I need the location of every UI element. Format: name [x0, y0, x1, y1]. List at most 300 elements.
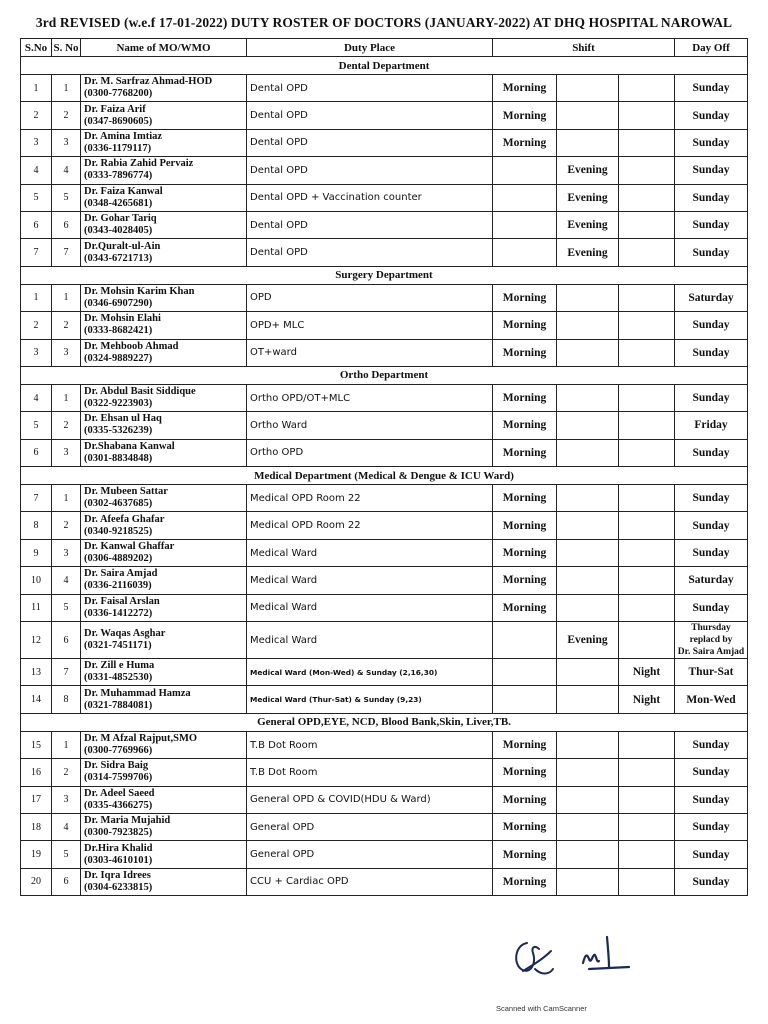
- day-off-line-1: Thursday replacd by: [689, 623, 733, 646]
- section-serial-number: 2: [52, 512, 81, 539]
- doctor-phone: (0321-7884081): [84, 699, 153, 711]
- doctor-phone: (0335-4366275): [84, 799, 153, 811]
- section-serial-number: 1: [52, 384, 81, 411]
- doctor-name: Dr. Mehboob Ahmad: [84, 340, 179, 352]
- duty-roster-table: [20, 38, 748, 896]
- department-title: General OPD,EYE, NCD, Blood Bank,Skin, Liver,TB.: [21, 713, 748, 731]
- shift-morning: Morning: [493, 312, 557, 339]
- shift-night: [619, 539, 675, 566]
- table-row: [21, 184, 748, 211]
- doctor-cell: [81, 786, 247, 813]
- doctor-cell: [81, 211, 247, 238]
- section-serial-number: 2: [52, 312, 81, 339]
- table-row: [21, 339, 748, 366]
- department-title: Ortho Department: [21, 366, 748, 384]
- header-sub-no: S. No: [52, 39, 81, 57]
- shift-night: [619, 759, 675, 786]
- shift-morning: Morning: [493, 786, 557, 813]
- shift-night: [619, 412, 675, 439]
- shift-evening: [557, 412, 619, 439]
- doctor-cell: [81, 339, 247, 366]
- roster-body: [21, 57, 748, 896]
- section-serial-number: 3: [52, 539, 81, 566]
- table-row: [21, 731, 748, 758]
- section-serial-number: 3: [52, 339, 81, 366]
- header-shift: Shift: [493, 39, 675, 57]
- day-off: Sunday: [675, 439, 748, 466]
- shift-evening: Evening: [557, 239, 619, 266]
- shift-night: [619, 841, 675, 868]
- doctor-cell: [81, 539, 247, 566]
- table-row: [21, 539, 748, 566]
- doctor-cell: [81, 485, 247, 512]
- shift-night: [619, 184, 675, 211]
- doctor-name: Dr. Waqas Asghar: [84, 628, 166, 640]
- department-header-row: [21, 366, 748, 384]
- shift-morning: [493, 686, 557, 713]
- day-off: Sunday: [675, 813, 748, 840]
- shift-night: [619, 75, 675, 102]
- shift-evening: [557, 129, 619, 156]
- serial-number: 13: [21, 659, 52, 686]
- document-title: 3rd REVISED (w.e.f 17-01-2022) DUTY ROSTER OF DOCTORS (JANUARY-2022) AT DHQ HOSPITAL NAROWAL: [35, 15, 733, 30]
- table-row: [21, 384, 748, 411]
- section-serial-number: 6: [52, 622, 81, 659]
- duty-place: Medical Ward (Mon-Wed) & Sunday (2,16,30): [247, 659, 493, 686]
- serial-number: 8: [21, 512, 52, 539]
- doctor-phone: (0300-7923825): [84, 827, 153, 839]
- duty-place: Dental OPD + Vaccination counter: [247, 184, 493, 211]
- doctor-cell: [81, 102, 247, 129]
- section-serial-number: 7: [52, 659, 81, 686]
- shift-morning: Morning: [493, 731, 557, 758]
- doctor-phone: (0348-4265681): [84, 197, 153, 209]
- serial-number: 19: [21, 841, 52, 868]
- duty-place: Medical OPD Room 22: [247, 512, 493, 539]
- doctor-phone: (0346-6907290): [84, 297, 153, 309]
- department-header-row: [21, 57, 748, 75]
- serial-number: 14: [21, 686, 52, 713]
- doctor-phone: (0322-9223903): [84, 398, 153, 410]
- duty-place: CCU + Cardiac OPD: [247, 868, 493, 895]
- shift-evening: Evening: [557, 211, 619, 238]
- shift-morning: Morning: [493, 813, 557, 840]
- header-day-off: Day Off: [675, 39, 748, 57]
- table-row: [21, 439, 748, 466]
- duty-place: Dental OPD: [247, 129, 493, 156]
- day-off: Sunday: [675, 759, 748, 786]
- shift-night: [619, 339, 675, 366]
- doctor-name: Dr. Kanwal Ghaffar: [84, 541, 175, 553]
- doctor-phone: (0336-1412272): [84, 607, 153, 619]
- shift-morning: Morning: [493, 284, 557, 311]
- table-row: [21, 622, 748, 659]
- shift-morning: Morning: [493, 412, 557, 439]
- doctor-name: Dr. Adeel Saeed: [84, 787, 155, 799]
- doctor-cell: [81, 184, 247, 211]
- shift-night: [619, 239, 675, 266]
- day-off-line-2: Dr. Saira Amjad: [677, 647, 745, 658]
- table-row: [21, 594, 748, 621]
- shift-evening: [557, 786, 619, 813]
- section-serial-number: 1: [52, 731, 81, 758]
- serial-number: 18: [21, 813, 52, 840]
- doctor-name: Dr.Quralt-ul-Ain: [84, 240, 161, 252]
- table-row: [21, 567, 748, 594]
- shift-morning: [493, 239, 557, 266]
- table-row: [21, 485, 748, 512]
- section-serial-number: 2: [52, 412, 81, 439]
- shift-night: [619, 786, 675, 813]
- shift-evening: Evening: [557, 622, 619, 659]
- serial-number: 4: [21, 157, 52, 184]
- doctor-phone: (0336-1179117): [84, 142, 152, 154]
- doctor-phone: (0300-7768200): [84, 88, 153, 100]
- shift-evening: [557, 594, 619, 621]
- duty-place: Medical Ward: [247, 622, 493, 659]
- shift-night: [619, 731, 675, 758]
- section-serial-number: 3: [52, 439, 81, 466]
- signature-area: [505, 925, 665, 985]
- day-off: Sunday: [675, 129, 748, 156]
- serial-number: 1: [21, 284, 52, 311]
- doctor-cell: [81, 841, 247, 868]
- table-row: [21, 284, 748, 311]
- doctor-name: Dr. Zill e Huma: [84, 660, 155, 672]
- day-off: Thur-Sat: [675, 659, 748, 686]
- shift-evening: [557, 284, 619, 311]
- table-row: [21, 841, 748, 868]
- duty-place: General OPD & COVID(HDU & Ward): [247, 786, 493, 813]
- day-off: Sunday: [675, 184, 748, 211]
- table-row: [21, 412, 748, 439]
- shift-night: [619, 384, 675, 411]
- section-serial-number: 6: [52, 211, 81, 238]
- doctor-phone: (0343-6721713): [84, 252, 153, 264]
- duty-place: Medical Ward (Thur-Sat) & Sunday (9,23): [247, 686, 493, 713]
- doctor-cell: [81, 868, 247, 895]
- serial-number: 5: [21, 184, 52, 211]
- shift-evening: [557, 731, 619, 758]
- day-off: Sunday: [675, 239, 748, 266]
- doctor-name: Dr. M Afzal Rajput,SMO: [84, 733, 198, 744]
- doctor-cell: [81, 75, 247, 102]
- scan-watermark: Scanned with CamScanner: [496, 1004, 587, 1013]
- table-row: [21, 686, 748, 713]
- section-serial-number: 6: [52, 868, 81, 895]
- shift-morning: [493, 622, 557, 659]
- doctor-phone: (0324-9889227): [84, 352, 153, 364]
- section-serial-number: 1: [52, 284, 81, 311]
- day-off: Sunday: [675, 102, 748, 129]
- doctor-phone: (0331-4852530): [84, 672, 153, 684]
- serial-number: 7: [21, 239, 52, 266]
- shift-evening: [557, 339, 619, 366]
- shift-evening: [557, 686, 619, 713]
- serial-number: 2: [21, 312, 52, 339]
- shift-morning: Morning: [493, 759, 557, 786]
- duty-place: OPD: [247, 284, 493, 311]
- serial-number: 2: [21, 102, 52, 129]
- day-off: Mon-Wed: [675, 686, 748, 713]
- serial-number: 12: [21, 622, 52, 659]
- doctor-name: Dr. Faiza Arif: [84, 103, 146, 115]
- doctor-name: Dr. Ehsan ul Haq: [84, 413, 162, 425]
- shift-evening: [557, 384, 619, 411]
- doctor-cell: [81, 731, 247, 758]
- doctor-cell: [81, 412, 247, 439]
- shift-morning: Morning: [493, 129, 557, 156]
- shift-morning: Morning: [493, 485, 557, 512]
- shift-evening: [557, 841, 619, 868]
- shift-night: [619, 622, 675, 659]
- doctor-cell: [81, 567, 247, 594]
- serial-number: 10: [21, 567, 52, 594]
- day-off: Sunday: [675, 312, 748, 339]
- doctor-cell: [81, 312, 247, 339]
- table-row: [21, 75, 748, 102]
- serial-number: 17: [21, 786, 52, 813]
- shift-morning: Morning: [493, 594, 557, 621]
- duty-place: General OPD: [247, 841, 493, 868]
- shift-night: [619, 594, 675, 621]
- department-title: Surgery Department: [21, 266, 748, 284]
- table-row: [21, 239, 748, 266]
- doctor-phone: (0347-8690605): [84, 115, 153, 127]
- table-row: [21, 868, 748, 895]
- shift-evening: [557, 439, 619, 466]
- shift-evening: [557, 102, 619, 129]
- serial-number: 5: [21, 412, 52, 439]
- doctor-phone: (0306-4889202): [84, 553, 153, 565]
- doctor-name: Dr. Faiza Kanwal: [84, 185, 163, 197]
- department-title: Medical Department (Medical & Dengue & ICU Ward): [21, 467, 748, 485]
- section-serial-number: 5: [52, 184, 81, 211]
- doctor-phone: (0321-7451171): [84, 640, 152, 652]
- shift-morning: Morning: [493, 868, 557, 895]
- doctor-cell: [81, 686, 247, 713]
- shift-night: [619, 284, 675, 311]
- section-serial-number: 2: [52, 102, 81, 129]
- shift-evening: [557, 813, 619, 840]
- shift-evening: [557, 485, 619, 512]
- duty-place: General OPD: [247, 813, 493, 840]
- header-duty-place: Duty Place: [247, 39, 493, 57]
- table-row: [21, 129, 748, 156]
- serial-number: 15: [21, 731, 52, 758]
- section-serial-number: 4: [52, 567, 81, 594]
- table-row: [21, 512, 748, 539]
- duty-place: Ortho OPD/OT+MLC: [247, 384, 493, 411]
- duty-place: Ortho OPD: [247, 439, 493, 466]
- doctor-cell: [81, 129, 247, 156]
- day-off: Friday: [675, 412, 748, 439]
- day-off: Saturday: [675, 567, 748, 594]
- serial-number: 3: [21, 129, 52, 156]
- serial-number: 3: [21, 339, 52, 366]
- shift-night: [619, 129, 675, 156]
- shift-night: [619, 439, 675, 466]
- day-off: Sunday: [675, 485, 748, 512]
- day-off: [675, 622, 748, 659]
- department-title: Dental Department: [21, 57, 748, 75]
- doctor-phone: (0343-4028405): [84, 225, 153, 237]
- signature-mark-1: [516, 943, 553, 974]
- shift-morning: Morning: [493, 339, 557, 366]
- duty-place: Ortho Ward: [247, 412, 493, 439]
- shift-night: [619, 312, 675, 339]
- section-serial-number: 1: [52, 75, 81, 102]
- duty-place: Dental OPD: [247, 211, 493, 238]
- table-row: [21, 312, 748, 339]
- shift-evening: [557, 567, 619, 594]
- shift-morning: Morning: [493, 512, 557, 539]
- shift-night: [619, 567, 675, 594]
- duty-place: Medical Ward: [247, 539, 493, 566]
- header-row: [21, 39, 748, 57]
- doctor-name: Dr. Rabia Zahid Pervaiz: [84, 158, 194, 170]
- shift-morning: Morning: [493, 384, 557, 411]
- shift-morning: [493, 184, 557, 211]
- shift-night: [619, 813, 675, 840]
- shift-morning: [493, 659, 557, 686]
- duty-place: Medical Ward: [247, 567, 493, 594]
- serial-number: 16: [21, 759, 52, 786]
- section-serial-number: 8: [52, 686, 81, 713]
- shift-evening: Evening: [557, 157, 619, 184]
- table-row: [21, 157, 748, 184]
- doctor-cell: [81, 622, 247, 659]
- doctor-cell: [81, 239, 247, 266]
- doctor-phone: (0301-8834848): [84, 452, 153, 464]
- table-row: [21, 659, 748, 686]
- shift-evening: [557, 539, 619, 566]
- doctor-name: Dr. Saira Amjad: [84, 568, 158, 580]
- doctor-name: Dr. Amina Imtiaz: [84, 130, 163, 142]
- shift-night: Night: [619, 659, 675, 686]
- section-serial-number: 1: [52, 485, 81, 512]
- header-name: Name of MO/WMO: [81, 39, 247, 57]
- doctor-cell: [81, 659, 247, 686]
- shift-night: Night: [619, 686, 675, 713]
- day-off: Sunday: [675, 339, 748, 366]
- serial-number: 6: [21, 439, 52, 466]
- duty-place: Dental OPD: [247, 75, 493, 102]
- shift-morning: Morning: [493, 102, 557, 129]
- shift-morning: Morning: [493, 539, 557, 566]
- doctor-name: Dr. Sidra Baig: [84, 760, 149, 772]
- doctor-name: Dr. Gohar Tariq: [84, 213, 157, 225]
- serial-number: 7: [21, 485, 52, 512]
- doctor-name: Dr.Shabana Kanwal: [84, 440, 175, 452]
- day-off: Sunday: [675, 75, 748, 102]
- day-off: Sunday: [675, 731, 748, 758]
- serial-number: 1: [21, 75, 52, 102]
- shift-night: [619, 102, 675, 129]
- doctor-name: Dr. Mubeen Sattar: [84, 486, 168, 498]
- doctor-name: Dr. Mohsin Karim Khan: [84, 285, 195, 297]
- section-serial-number: 4: [52, 813, 81, 840]
- doctor-phone: (0333-7896774): [84, 170, 153, 182]
- shift-morning: [493, 157, 557, 184]
- doctor-cell: [81, 384, 247, 411]
- shift-morning: Morning: [493, 841, 557, 868]
- doctor-name: Dr. Afeefa Ghafar: [84, 513, 165, 525]
- doctor-cell: [81, 759, 247, 786]
- shift-morning: Morning: [493, 439, 557, 466]
- day-off: Sunday: [675, 157, 748, 184]
- shift-morning: Morning: [493, 75, 557, 102]
- serial-number: 11: [21, 594, 52, 621]
- doctor-cell: [81, 594, 247, 621]
- table-row: [21, 759, 748, 786]
- department-header-row: [21, 713, 748, 731]
- duty-place: T.B Dot Room: [247, 731, 493, 758]
- serial-number: 4: [21, 384, 52, 411]
- doctor-phone: (0304-6233815): [84, 881, 153, 893]
- section-serial-number: 7: [52, 239, 81, 266]
- doctor-phone: (0340-9218525): [84, 525, 153, 537]
- doctor-phone: (0302-4637685): [84, 498, 153, 510]
- duty-place: Medical Ward: [247, 594, 493, 621]
- day-off: Sunday: [675, 512, 748, 539]
- shift-night: [619, 512, 675, 539]
- doctor-phone: (0303-4610101): [84, 854, 153, 866]
- table-row: [21, 102, 748, 129]
- section-serial-number: 2: [52, 759, 81, 786]
- doctor-name: Dr. Iqra Idrees: [84, 869, 151, 881]
- duty-place: Medical OPD Room 22: [247, 485, 493, 512]
- day-off: Sunday: [675, 786, 748, 813]
- doctor-name: Dr. Muhammad Hamza: [84, 687, 191, 699]
- shift-evening: [557, 75, 619, 102]
- day-off: Sunday: [675, 539, 748, 566]
- shift-morning: [493, 211, 557, 238]
- doctor-cell: [81, 157, 247, 184]
- duty-place: OPD+ MLC: [247, 312, 493, 339]
- section-serial-number: 5: [52, 841, 81, 868]
- shift-night: [619, 485, 675, 512]
- serial-number: 20: [21, 868, 52, 895]
- section-serial-number: 5: [52, 594, 81, 621]
- doctor-name: Dr. Mohsin Elahi: [84, 313, 161, 325]
- doctor-cell: [81, 512, 247, 539]
- shift-night: [619, 211, 675, 238]
- day-off: Sunday: [675, 211, 748, 238]
- shift-evening: [557, 868, 619, 895]
- doctor-phone: (0333-8682421): [84, 325, 153, 337]
- signature-mark-2: [583, 937, 629, 969]
- shift-night: [619, 868, 675, 895]
- doctor-name: Dr. M. Sarfraz Ahmad-HOD: [84, 76, 213, 88]
- section-serial-number: 3: [52, 786, 81, 813]
- duty-place: Dental OPD: [247, 102, 493, 129]
- day-off: Sunday: [675, 868, 748, 895]
- duty-place: Dental OPD: [247, 157, 493, 184]
- section-serial-number: 4: [52, 157, 81, 184]
- shift-night: [619, 157, 675, 184]
- shift-evening: [557, 659, 619, 686]
- doctor-phone: (0314-7599706): [84, 772, 153, 784]
- shift-morning: Morning: [493, 567, 557, 594]
- duty-place: T.B Dot Room: [247, 759, 493, 786]
- department-header-row: [21, 266, 748, 284]
- duty-place: Dental OPD: [247, 239, 493, 266]
- shift-evening: Evening: [557, 184, 619, 211]
- doctor-name: Dr.Hira Khalid: [84, 842, 153, 854]
- header-sno: S.No: [21, 39, 52, 57]
- table-row: [21, 786, 748, 813]
